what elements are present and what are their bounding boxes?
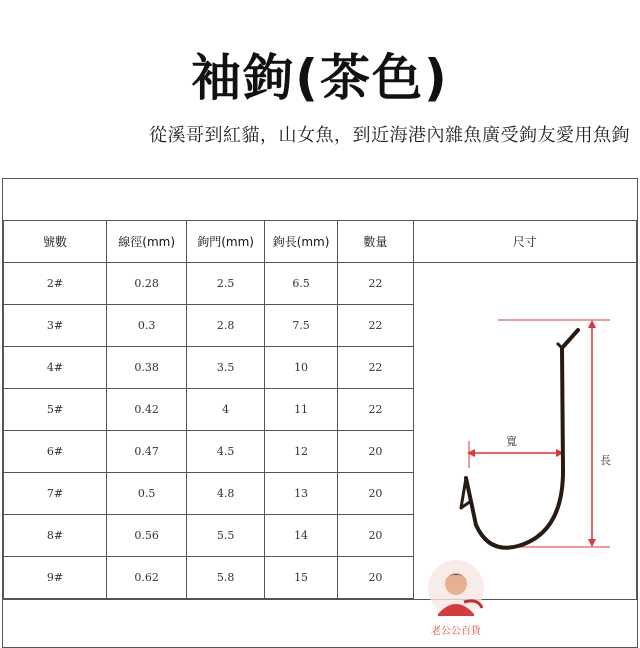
hook-diagram [414, 263, 639, 599]
cell-hook-length: 14 [264, 515, 338, 557]
length-arrow-top [588, 320, 596, 328]
cell-hook-length: 11 [264, 389, 338, 431]
cell-line-diameter: 0.42 [106, 389, 186, 431]
brand-watermark [424, 558, 488, 640]
header-hook-gap: 鉤門(mm) [187, 221, 264, 263]
cell-size: 7# [4, 473, 107, 515]
cell-size: 3# [4, 305, 107, 347]
hook-shape [466, 330, 578, 548]
cell-size: 6# [4, 431, 107, 473]
watermark-text: 老公公百貨 [431, 626, 481, 637]
cell-hook-length: 13 [264, 473, 338, 515]
length-label: 長 [599, 454, 611, 467]
cell-hook-gap: 5.8 [187, 557, 264, 599]
header-line-diameter: 線徑(mm) [106, 221, 186, 263]
cell-line-diameter: 0.47 [106, 431, 186, 473]
cell-hook-gap: 3.5 [187, 347, 264, 389]
table-row [4, 263, 637, 305]
width-arrow-left [467, 449, 475, 457]
hook-diagram-cell [413, 263, 636, 599]
cell-hook-gap: 4.5 [187, 431, 264, 473]
cell-line-diameter: 0.56 [106, 515, 186, 557]
header-quantity: 數量 [338, 221, 413, 263]
spec-table [3, 220, 637, 599]
hook-eye-tab [557, 343, 562, 348]
cell-size: 4# [4, 347, 107, 389]
spec-table-frame [2, 178, 638, 648]
table-bottom-border [3, 599, 637, 600]
cell-line-diameter: 0.3 [106, 305, 186, 347]
cell-quantity: 20 [338, 473, 413, 515]
cell-hook-gap: 4.8 [187, 473, 264, 515]
cell-line-diameter: 0.28 [106, 263, 186, 305]
cell-hook-gap: 2.5 [187, 263, 264, 305]
cell-quantity: 22 [338, 389, 413, 431]
cell-size: 9# [4, 557, 107, 599]
cell-hook-length: 7.5 [264, 305, 338, 347]
header-hook-length: 鉤長(mm) [264, 221, 338, 263]
cell-hook-length: 10 [264, 347, 338, 389]
cell-hook-length: 12 [264, 431, 338, 473]
cell-line-diameter: 0.5 [106, 473, 186, 515]
page-subtitle: 從溪哥到紅貓，山女魚，到近海港內雜魚廣受鉤友愛用魚鉤 [149, 125, 630, 146]
cell-quantity: 22 [338, 347, 413, 389]
cell-hook-gap: 4 [187, 389, 264, 431]
header-size: 號數 [4, 221, 107, 263]
header-dimensions: 尺寸 [413, 221, 636, 263]
cell-hook-length: 15 [264, 557, 338, 599]
cell-hook-gap: 2.8 [187, 305, 264, 347]
width-label: 寬 [505, 435, 517, 448]
cell-line-diameter: 0.62 [106, 557, 186, 599]
cell-size: 2# [4, 263, 107, 305]
cell-hook-gap: 5.5 [187, 515, 264, 557]
cell-line-diameter: 0.38 [106, 347, 186, 389]
page-title: 袖鉤(茶色) [191, 49, 449, 107]
cell-quantity: 22 [338, 263, 413, 305]
length-arrow-bottom [588, 539, 596, 547]
cell-hook-length: 6.5 [264, 263, 338, 305]
table-header-row [4, 221, 637, 263]
cell-size: 8# [4, 515, 107, 557]
cell-quantity: 20 [338, 515, 413, 557]
cell-quantity: 20 [338, 557, 413, 599]
cell-quantity: 20 [338, 431, 413, 473]
cell-size: 5# [4, 389, 107, 431]
cell-quantity: 22 [338, 305, 413, 347]
